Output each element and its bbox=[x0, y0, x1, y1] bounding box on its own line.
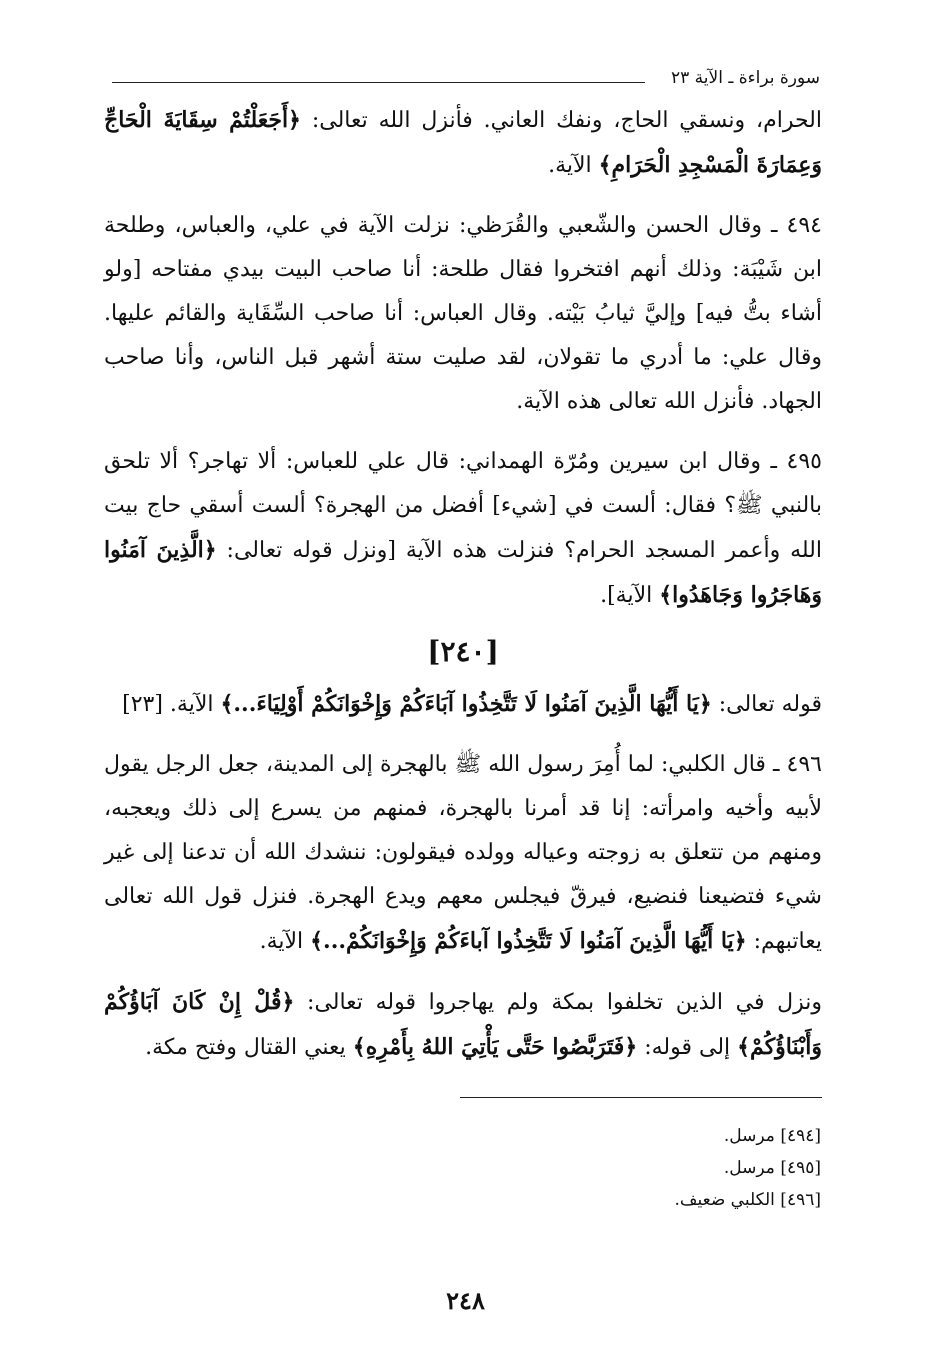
text-run: الآية. [٢٣] bbox=[122, 692, 221, 717]
paragraph-final bbox=[104, 980, 822, 1070]
paragraph-496 bbox=[104, 743, 822, 964]
header-rule bbox=[112, 82, 645, 83]
section-heading: [٢٤٠] bbox=[427, 635, 499, 668]
footnote-495: [٤٩٥] مرسل. bbox=[723, 1158, 821, 1178]
main-text bbox=[104, 98, 822, 1070]
text-run: ٤٩٥ ـ وقال ابن سيرين ومُرّة الهمداني: قال علي للعباس: ألا تهاجر؟ ألا تلحق بالنبي ﷺ؟ فقال: ألست في [شيء] أفضل من الهجرة؟ ألست أسقي حاج بيت الله وأعمر المسجد الحرام؟ فنزلت هذه الآية [ونزل قوله تعالى: bbox=[104, 449, 822, 563]
footnote-496: [٤٩٦] الكلبي ضعيف. bbox=[674, 1190, 821, 1210]
quran-verse: ﴿يَا أَيُّهَا الَّذِينَ آمَنُوا لَا تَتَّخِذُوا آبَاءَكُمْ وَإِخْوَانَكُمْ أَوْلِيَاءَ...﴾ bbox=[220, 691, 712, 717]
quran-verse: ﴿أَجَعَلْتُمْ سِقَايَةَ الْحَاجِّ وَعِمَارَةَ الْمَسْجِدِ الْحَرَامِ﴾ bbox=[104, 107, 822, 178]
quran-verse: ﴿يَا أَيُّهَا الَّذِينَ آمَنُوا لَا تَتَّخِذُوا آباءَكُمْ وَإِخْوَانَكُمْ...﴾ bbox=[310, 928, 747, 954]
paragraph-0 bbox=[104, 98, 822, 188]
paragraph-494 bbox=[104, 204, 822, 424]
text-run: الآية. bbox=[548, 153, 599, 178]
text-run: ٤٩٦ ـ قال الكلبي: لما أُمِرَ رسول الله ﷺ بالهجرة إلى المدينة، جعل الرجل يقول لأبيه وأخيه وامرأته: إنا قد أمرنا بالهجرة، فمنهم من يسرع إلى ذلك ويعجبه، ومنهم من تتعلق به زوجته وعياله وولده فيقولون: ننشدك الله أن تدعنا إلى غير شيء فتضيعنا فنضيع، فيرقّ فيجلس معهم ويدع الهجرة. فنزل قول الله تعالى يعاتبهم: bbox=[104, 752, 822, 954]
text-run: ٤٩٤ ـ وقال الحسن والشّعبي والقُرَظي: نزلت الآية في علي، والعباس، وطلحة ابن شَيْبَة: وذلك أنهم افتخروا فقال طلحة: أنا صاحب البيت بيدي مفتاحه [ولو أشاء بتُّ فيه] وإليَّ ثيابُ بَيْته. وقال العباس: أنا صاحب السِّقَاية والقائم عليها. وقال علي: ما أدري ما تقولان، لقد صليت ستة أشهر قبل الناس، وأنا صاحب الجهاد. فأنزل الله تعالى هذه الآية. bbox=[104, 213, 822, 414]
quran-verse: ﴿قُلْ إِنْ كَانَ آبَاؤُكُمْ وَأَبْنَاؤُكُمْ﴾ bbox=[104, 989, 822, 1060]
text-run: ونزل في الذين تخلفوا بمكة ولم يهاجروا قوله تعالى: bbox=[294, 990, 823, 1015]
text-run: الحرام، ونسقي الحاج، ونفك العاني. فأنزل الله تعالى: bbox=[300, 108, 822, 133]
header-title: سورة براءة ـ الآية ٢٣ bbox=[661, 66, 820, 90]
text-run: قوله تعالى: bbox=[711, 692, 822, 717]
footnote-494: [٤٩٤] مرسل. bbox=[723, 1126, 821, 1146]
quran-verse: ﴿فَتَرَبَّصُوا حَتَّى يَأْتِيَ اللهُ بِأَمْرِهِ﴾ bbox=[352, 1034, 638, 1060]
paragraph-495 bbox=[104, 440, 822, 618]
text-run: يعني القتال وفتح مكة. bbox=[145, 1035, 353, 1060]
footnote-rule bbox=[460, 1097, 822, 1098]
paragraph-verse bbox=[104, 682, 822, 727]
text-run: الآية]. bbox=[600, 583, 660, 608]
running-header bbox=[112, 66, 820, 96]
text-run: إلى قوله: bbox=[637, 1035, 738, 1060]
text-run: الآية. bbox=[259, 929, 311, 954]
footnotes bbox=[221, 1120, 821, 1216]
quran-verse: ﴿الَّذِينَ آمَنُوا وَهَاجَرُوا وَجَاهَدُوا﴾ bbox=[104, 537, 822, 608]
page-number: ٢٤٨ bbox=[446, 1286, 485, 1315]
